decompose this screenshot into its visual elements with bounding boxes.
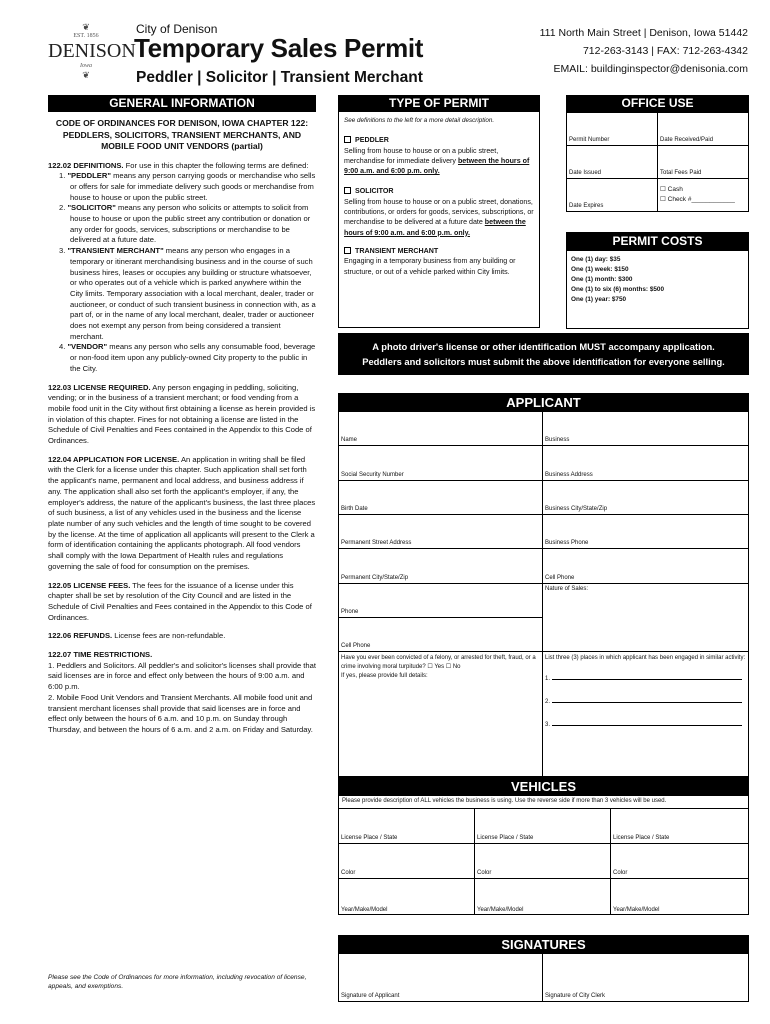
vehicle2-plate-label: License Place / State bbox=[477, 835, 534, 841]
places-question bbox=[543, 652, 748, 776]
vehicle1-color[interactable] bbox=[339, 844, 475, 879]
ssn-field[interactable] bbox=[339, 446, 543, 481]
place-2-underline bbox=[552, 702, 742, 703]
s04-head: 122.04 APPLICATION FOR LICENSE. bbox=[48, 454, 180, 464]
code-title: CODE OF ORDINANCES FOR DENISON, IOWA CHAPTER 122: PEDDLERS, SOLICITORS, TRANSIENT MERCHANTS, AND MOBILE FOOD UNIT VENDORS (partial) bbox=[55, 118, 309, 151]
section-refunds bbox=[48, 631, 316, 642]
vehicle2-plate[interactable] bbox=[475, 809, 611, 844]
place-line-2[interactable] bbox=[545, 698, 746, 707]
business-city-label: Business City/State/Zip bbox=[545, 506, 608, 512]
birth-date-label: Birth Date bbox=[341, 506, 368, 512]
felony-text: Have you ever been convicted of a felony, or arrested for theft, fraud, or a crime involving moral turpitude? bbox=[341, 655, 536, 670]
cost-item: One (1) week: $150 bbox=[571, 266, 629, 274]
vehicle2-ymm[interactable] bbox=[475, 879, 611, 915]
name-label: Name bbox=[341, 437, 358, 443]
vehicles-note: Please provide description of ALL vehicles the business is using. Use the reverse side if more than 3 vehicles will be used. bbox=[338, 796, 749, 808]
solicitor-text: Selling from house to house or on a public street, donations, contributions, or orders for goods, services, subscriptions, or merchandise to be delivered at a future date bbox=[344, 197, 534, 227]
def1-term: "PEDDLER" bbox=[67, 171, 111, 181]
vehicle1-plate[interactable] bbox=[339, 809, 475, 844]
applicant-section bbox=[338, 393, 749, 777]
phone-field[interactable] bbox=[339, 584, 543, 618]
s04-text: An application in writing shall be filed with the Clerk for a license under this chapter. Such application shall set forth the applicant's name, permanent and local address, and business address if any. The application shall also set forth the applicant's employer, if any, the employer's address, the nature of the applicant's business, the last three places of such business, a list of any vehicles used in the business and the license plate number of any such vehicles and the length of time sought to be covered by the license. At the time of application all applicants will present to the Clerk a form of identification containing the applicants photograph. All food vendors shall comply with the Iowa Department of Health rules and regulations governing the sale of food for consumption on the premises. bbox=[48, 454, 316, 571]
cost-item: One (1) day: $35 bbox=[571, 256, 621, 263]
place-1-label: 1. bbox=[545, 676, 551, 682]
name-field[interactable] bbox=[339, 412, 543, 446]
vehicle1-ymm-label: Year/Make/Model bbox=[341, 907, 388, 913]
notice-line-1: A photo driver's license or other identification MUST accompany application. bbox=[372, 341, 715, 352]
type-note: See definitions to the left for a more detail description. bbox=[344, 117, 495, 124]
office-heading: OFFICE USE bbox=[566, 95, 749, 112]
vehicle3-color[interactable] bbox=[611, 844, 748, 879]
vehicle1-plate-label: License Place / State bbox=[341, 835, 398, 841]
type-heading: TYPE OF PERMIT bbox=[338, 95, 540, 112]
definitions-list bbox=[48, 171, 316, 374]
def-peddler: 1. "PEDDLER" means any person carrying goods or merchandise who sells or offers for sale for immediate delivery such goods or merchandise from house to house or upon the public street. bbox=[59, 171, 316, 202]
def-vendor: 4. "VENDOR" means any person who sells any consumable food, beverage or non-food item upon any publicly-owned City property to the public in the City. bbox=[59, 342, 316, 373]
transient-option[interactable] bbox=[344, 246, 534, 256]
nature-label: Nature of Sales: bbox=[545, 586, 589, 592]
business-field[interactable] bbox=[543, 412, 748, 446]
notice-line-2: Peddlers and solicitors must submit the above identification for everyone selling. bbox=[362, 356, 725, 367]
section-license-required bbox=[48, 383, 316, 447]
office-use bbox=[566, 95, 749, 212]
perm-city-label: Permanent City/State/Zip bbox=[341, 575, 409, 581]
vehicle3-plate-label: License Place / State bbox=[613, 835, 670, 841]
date-issued-field[interactable]: Date Issued bbox=[567, 146, 658, 179]
type-of-permit bbox=[338, 95, 540, 328]
birth-date-field[interactable] bbox=[339, 481, 543, 515]
signatures-grid bbox=[338, 954, 749, 1002]
perm-city-field[interactable] bbox=[339, 549, 543, 584]
logo-brand: DENISON bbox=[48, 40, 136, 62]
s05-text: The fees for the issuance of a license under this chapter shall be set by resolution of the City Council and are listed in the Schedule of Civil Penalties and Fees contained in the Appendix to this Code of Ordinances. bbox=[48, 580, 312, 622]
vehicle3-color-label: Color bbox=[613, 870, 628, 876]
signatures-section bbox=[338, 935, 749, 1002]
def4-text: means any person who sells any consumable food, beverage or non-food item upon any publicly-owned City property to the public in the City. bbox=[70, 342, 316, 373]
costs-list bbox=[566, 251, 749, 329]
section-fees bbox=[48, 581, 316, 624]
felony-yes-checkbox[interactable]: ☐ Yes bbox=[427, 664, 445, 670]
type-box bbox=[338, 112, 540, 328]
perm-address-label: Permanent Street Address bbox=[341, 540, 412, 546]
s06-head: 122.06 REFUNDS. bbox=[48, 631, 113, 641]
felony-detail-label: If yes, please provide full details: bbox=[341, 673, 428, 679]
s02-text: For use in this chapter the following terms are defined: bbox=[125, 160, 309, 170]
vehicles-section bbox=[338, 777, 749, 915]
def1-text: means any person carrying goods or merchandise who sells or offers for sale for immediate delivery such goods or merchandise from house to house or upon the public street. bbox=[70, 171, 316, 202]
page-title: Temporary Sales Permit bbox=[134, 33, 424, 63]
def4-term: "VENDOR" bbox=[67, 342, 108, 352]
applicant-signature-label: Signature of Applicant bbox=[341, 993, 400, 999]
business-label: Business bbox=[545, 437, 570, 443]
vehicle3-ymm[interactable] bbox=[611, 879, 748, 915]
s02-head: 122.02 DEFINITIONS. bbox=[48, 160, 124, 170]
def2-term: "SOLICITOR" bbox=[67, 203, 116, 213]
peddler-option[interactable] bbox=[344, 135, 534, 145]
crest-ornament-icon: ❦ bbox=[82, 22, 90, 32]
time-mobile: 2. Mobile Food Unit Vendors and Transient Merchants. All mobile food unit and transient merchant licenses shall provide that said licenses are in force and effect only between the hours of 6 a.m. and 10 p.m. on Sunday through Thursday, and between the hours of 6 a.m. and 2 a.m. on Friday and Saturday. bbox=[48, 692, 313, 734]
city-logo bbox=[48, 22, 136, 84]
check-checkbox[interactable]: ☐ Check #____________ bbox=[660, 196, 735, 203]
def3-term: "TRANSIENT MERCHANT" bbox=[67, 246, 164, 256]
vehicle1-ymm[interactable] bbox=[339, 879, 475, 915]
place-2-label: 2. bbox=[545, 699, 551, 705]
transient-desc: Engaging in a temporary business from any building or structure, or out of a vehicle parked within City limits. bbox=[344, 257, 516, 276]
solicitor-desc bbox=[344, 197, 534, 238]
phone-label: Phone bbox=[341, 609, 359, 615]
footnote: Please see the Code of Ordinances for more information, including revocation of license, appeals, and exemptions. bbox=[48, 974, 307, 990]
business-city-field[interactable] bbox=[543, 481, 748, 515]
date-expires-field[interactable]: Date Expires bbox=[567, 179, 658, 212]
place-line-1[interactable] bbox=[545, 675, 746, 684]
business-phone-label: Business Phone bbox=[545, 540, 589, 546]
business-phone-field[interactable] bbox=[543, 515, 748, 549]
business-address-label: Business Address bbox=[545, 472, 593, 478]
peddler-desc bbox=[344, 146, 534, 177]
vehicles-heading: VEHICLES bbox=[338, 777, 749, 796]
peddler-checkbox[interactable] bbox=[344, 136, 351, 143]
felony-question bbox=[339, 652, 543, 776]
solicitor-option[interactable] bbox=[344, 186, 534, 196]
solicitor-checkbox[interactable] bbox=[344, 187, 351, 194]
s07-head: 122.07 TIME RESTRICTIONS. bbox=[48, 650, 153, 660]
cost-item: One (1) to six (6) months: $500 bbox=[571, 286, 665, 294]
address: 111 North Main Street | Denison, Iowa 51442 bbox=[539, 27, 748, 39]
s05-head: 122.05 LICENSE FEES. bbox=[48, 580, 131, 590]
city-name: City of Denison bbox=[136, 22, 218, 36]
general-information bbox=[48, 95, 316, 990]
place-1-underline bbox=[552, 679, 742, 680]
general-heading: GENERAL INFORMATION bbox=[48, 95, 316, 112]
transient-label: TRANSIENT MERCHANT bbox=[355, 246, 439, 255]
place-line-3[interactable] bbox=[545, 721, 746, 730]
s03-text: Any person engaging in peddling, soliciting, vending; or in the business of a transient merchant; or food vending from a mobile food unit in the City without first obtaining a license as herein provided is in violation of this chapter. Fines for not obtaining a license are listed in the Schedule of Civil Penalties and Fees contained in the Appendix to this Code of Ordinances. bbox=[48, 382, 316, 446]
vehicle2-ymm-label: Year/Make/Model bbox=[477, 907, 524, 913]
office-table bbox=[566, 112, 749, 212]
section-time bbox=[48, 650, 316, 661]
payment-method bbox=[658, 179, 749, 212]
business-address-field[interactable] bbox=[543, 446, 748, 481]
logo-tagline: Iowa bbox=[80, 63, 92, 69]
place-3-label: 3. bbox=[545, 722, 551, 728]
s03-head: 122.03 LICENSE REQUIRED. bbox=[48, 382, 151, 392]
email: EMAIL: buildinginspector@denisonia.com bbox=[553, 63, 748, 75]
place-3-underline bbox=[552, 725, 742, 726]
time-peddlers: 1. Peddlers and Solicitors. All peddler's and solicitor's licenses shall provide that said licenses are in force and effect only between the hours of 9:00 a.m. and 6:00 p.m. bbox=[48, 660, 316, 692]
id-notice bbox=[338, 333, 749, 375]
vehicle2-color-label: Color bbox=[477, 870, 492, 876]
nature-of-sales-field[interactable] bbox=[543, 584, 748, 652]
logo-small-text: EST. 1856 bbox=[73, 33, 99, 39]
vehicle2-color[interactable] bbox=[475, 844, 611, 879]
def-solicitor: 2. "SOLICITOR" means any person who solicits or attempts to solicit from house to house or upon the public street any contribution or donation or any order for goods, services, subscriptions or merchandise to be delivered at a future date. bbox=[59, 203, 311, 245]
peddler-text: Selling from house to house or on a public street, merchandise for immediate delivery bbox=[344, 146, 499, 165]
page-subtitle: Peddler | Solicitor | Transient Merchant bbox=[136, 69, 423, 86]
clerk-signature-label: Signature of City Clerk bbox=[545, 993, 606, 999]
def-transient: 3. "TRANSIENT MERCHANT" means any person who engages in a temporary or itinerant merchandising business and in the course of such business hires, leases or occupies any building or structure whatsoever, or who operates out of a vehicle which is parked anywhere within the City limits. Temporary association with a local merchant, dealer, trader or auctioneer, or conduct of such transient business in connection with, as a part of, or in the name of any local merchant, dealer, trader or auctioneer does not exempt any person from being considered a transient merchant. bbox=[59, 246, 316, 341]
vehicle1-color-label: Color bbox=[341, 870, 356, 876]
crest-ornament-bottom-icon: ❦ bbox=[82, 70, 90, 80]
section-definitions bbox=[48, 161, 316, 172]
permit-costs bbox=[566, 232, 749, 329]
cell-phone-right-field[interactable] bbox=[543, 549, 748, 584]
section-application bbox=[48, 455, 316, 573]
cell-phone-label: Cell Phone bbox=[341, 643, 371, 649]
cash-checkbox[interactable]: ☐ Cash bbox=[660, 186, 683, 193]
vehicles-grid bbox=[338, 808, 749, 915]
applicant-heading: APPLICANT bbox=[338, 393, 749, 412]
permit-number-field[interactable]: Permit Number bbox=[567, 113, 658, 146]
cost-item: One (1) year: $750 bbox=[571, 296, 627, 304]
signatures-heading: SIGNATURES bbox=[338, 935, 749, 954]
solicitor-label: SOLICITOR bbox=[355, 187, 394, 196]
peddler-hours: between the hours of 9:00 a.m. and 6:00 p.m. only. bbox=[344, 156, 530, 176]
peddler-label: PEDDLER bbox=[355, 136, 389, 145]
vehicle3-plate[interactable] bbox=[611, 809, 748, 844]
applicant-signature-field[interactable] bbox=[339, 954, 543, 1001]
ssn-label: Social Security Number bbox=[341, 472, 404, 478]
applicant-grid bbox=[338, 412, 749, 777]
def2-text: means any person who solicits or attempts to solicit from house to house or upon the public street any contribution or donation or any order for goods, services, subscriptions or merchandise to be delivered at a future date. bbox=[70, 203, 311, 245]
def3-text: means any person who engages in a temporary or itinerant merchandising business and in the course of such business hires, leases or occupies any building or structure whatsoever, or who operates out of a vehicle which is parked anywhere within the City limits. Temporary association with a local merchant, dealer, trader or auctioneer, or conduct of such transient business in connection with, as a part of, or in the name of any local merchant, dealer, trader or auctioneer does not exempt any person from being considered a transient merchant. bbox=[70, 246, 316, 341]
phone-fax: 712-263-3143 | FAX: 712-263-4342 bbox=[582, 45, 748, 57]
clerk-signature-field[interactable] bbox=[543, 954, 748, 1001]
s06-text: License fees are non-refundable. bbox=[114, 631, 226, 641]
cost-item: One (1) month: $300 bbox=[571, 276, 633, 284]
total-fees-field[interactable]: Total Fees Paid bbox=[658, 146, 749, 179]
felony-no-checkbox[interactable]: ☐ No bbox=[445, 664, 461, 670]
transient-checkbox[interactable] bbox=[344, 247, 351, 254]
date-received-field[interactable]: Date Received/Paid bbox=[658, 113, 749, 146]
solicitor-hours: between the hours of 9:00 a.m. and 6:00 p.m. only. bbox=[344, 218, 526, 237]
costs-heading: PERMIT COSTS bbox=[566, 232, 749, 251]
vehicle3-ymm-label: Year/Make/Model bbox=[613, 907, 660, 913]
cell-phone-right-label: Cell Phone bbox=[545, 575, 575, 581]
cell-phone-field[interactable] bbox=[339, 618, 543, 652]
places-text: List three (3) places in which applicant has been engaged in similar activity: bbox=[545, 655, 746, 661]
perm-address-field[interactable] bbox=[339, 515, 543, 549]
contact-block bbox=[540, 24, 748, 78]
